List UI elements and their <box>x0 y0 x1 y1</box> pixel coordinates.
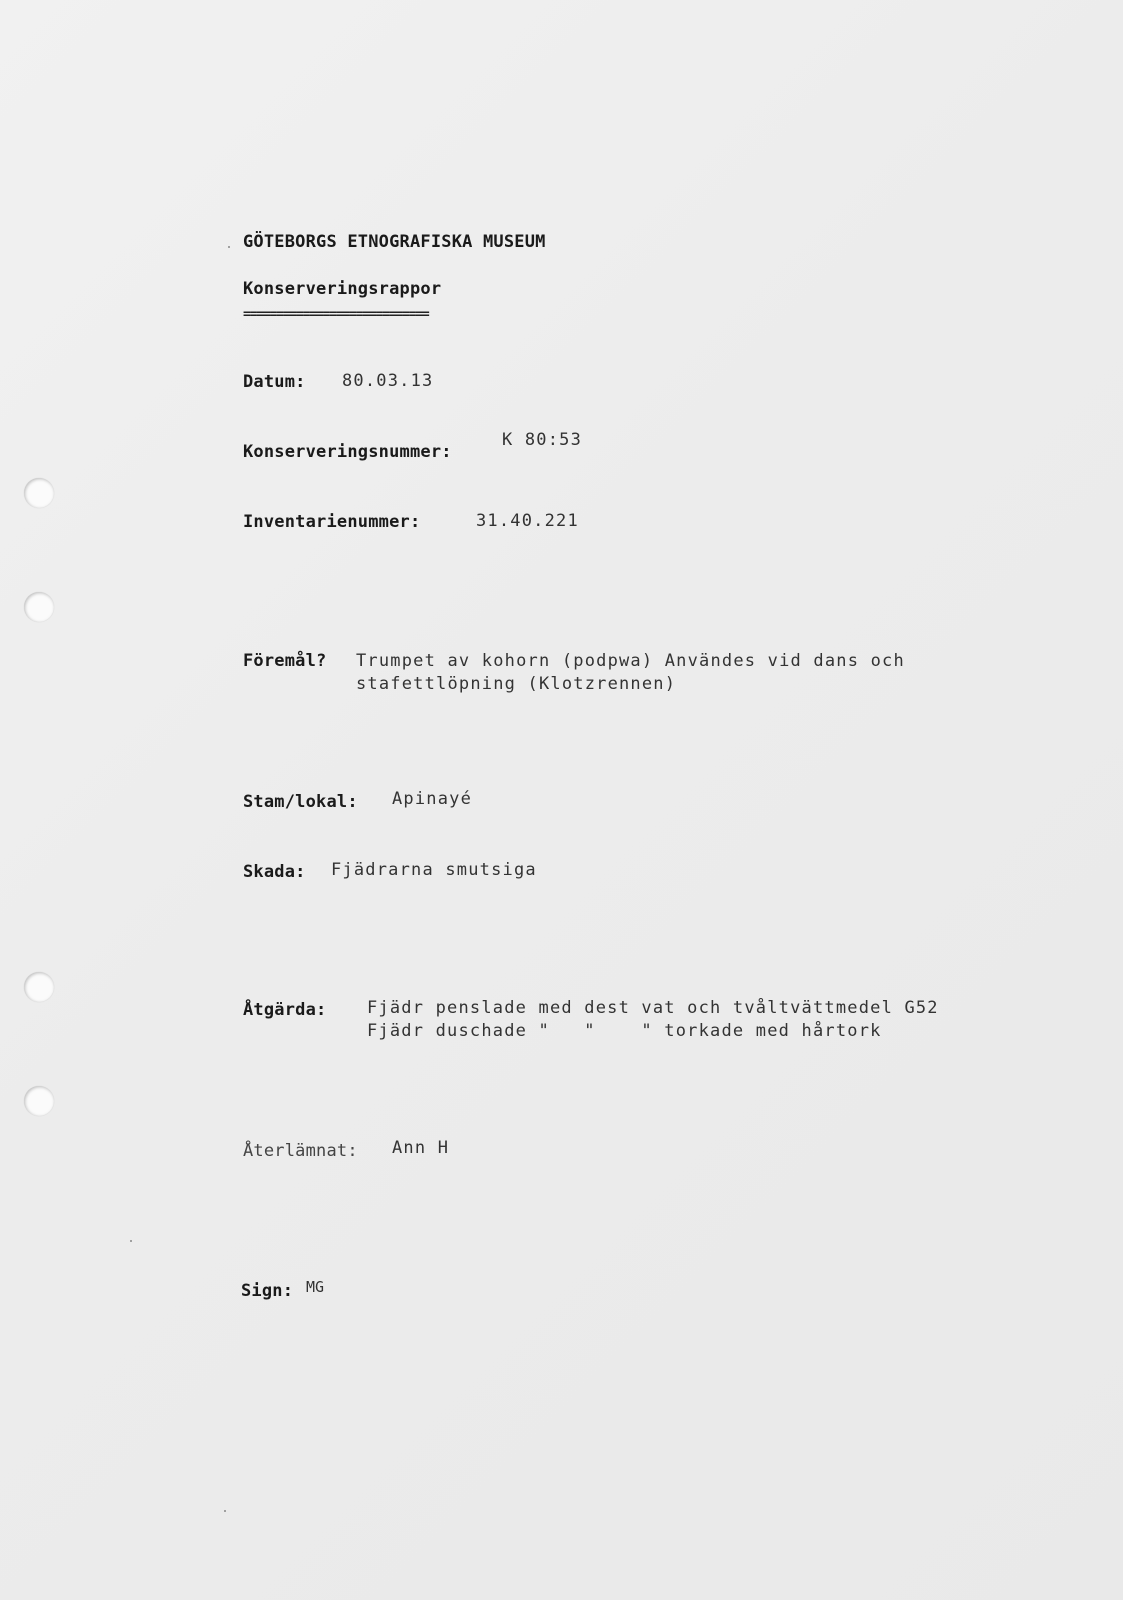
punch-hole <box>24 478 54 508</box>
museum-name: GÖTEBORGS ETNOGRAFISKA MUSEUM <box>243 232 546 252</box>
konserveringsnummer-label: Konserveringsnummer: <box>243 442 452 462</box>
sign-value: MG <box>306 1278 325 1296</box>
punch-hole <box>24 1086 54 1116</box>
skada-label: Skada: <box>243 862 306 882</box>
punch-hole <box>24 972 54 1002</box>
sign-label: Sign: <box>241 1281 294 1301</box>
foremal-line-1: Trumpet av kohorn (podpwa) Användes vid dans och <box>356 651 905 671</box>
stam-lokal-value: Apinayé <box>392 789 473 809</box>
stam-lokal-label: Stam/lokal: <box>243 792 358 812</box>
datum-value: 80.03.13 <box>342 371 434 391</box>
title-underline: ============================ <box>243 307 429 322</box>
konserveringsnummer-value: K 80:53 <box>502 430 583 450</box>
aterlamnat-label: Återlämnat: <box>243 1141 358 1161</box>
report-title: Konserveringsrappor <box>243 279 442 299</box>
punch-hole <box>24 592 54 622</box>
foremal-line-2: stafettlöpning (Klotzrennen) <box>356 674 677 694</box>
paper-speck <box>224 1510 226 1512</box>
paper-speck <box>228 246 230 248</box>
inventarienummer-value: 31.40.221 <box>476 511 579 531</box>
inventarienummer-label: Inventarienummer: <box>243 512 421 532</box>
foremal-label: Föremål? <box>243 651 327 671</box>
datum-label: Datum: <box>243 372 306 392</box>
aterlamnat-value: Ann H <box>392 1138 450 1158</box>
atgard-label: Åtgärda: <box>243 1000 327 1020</box>
skada-value: Fjädrarna smutsiga <box>331 860 537 880</box>
paper-speck <box>130 1240 132 1242</box>
atgard-line-2: Fjädr duschade " " " torkade med hårtork <box>367 1021 882 1041</box>
atgard-line-1: Fjädr penslade med dest vat och tvåltvättmedel G52 <box>367 998 939 1018</box>
